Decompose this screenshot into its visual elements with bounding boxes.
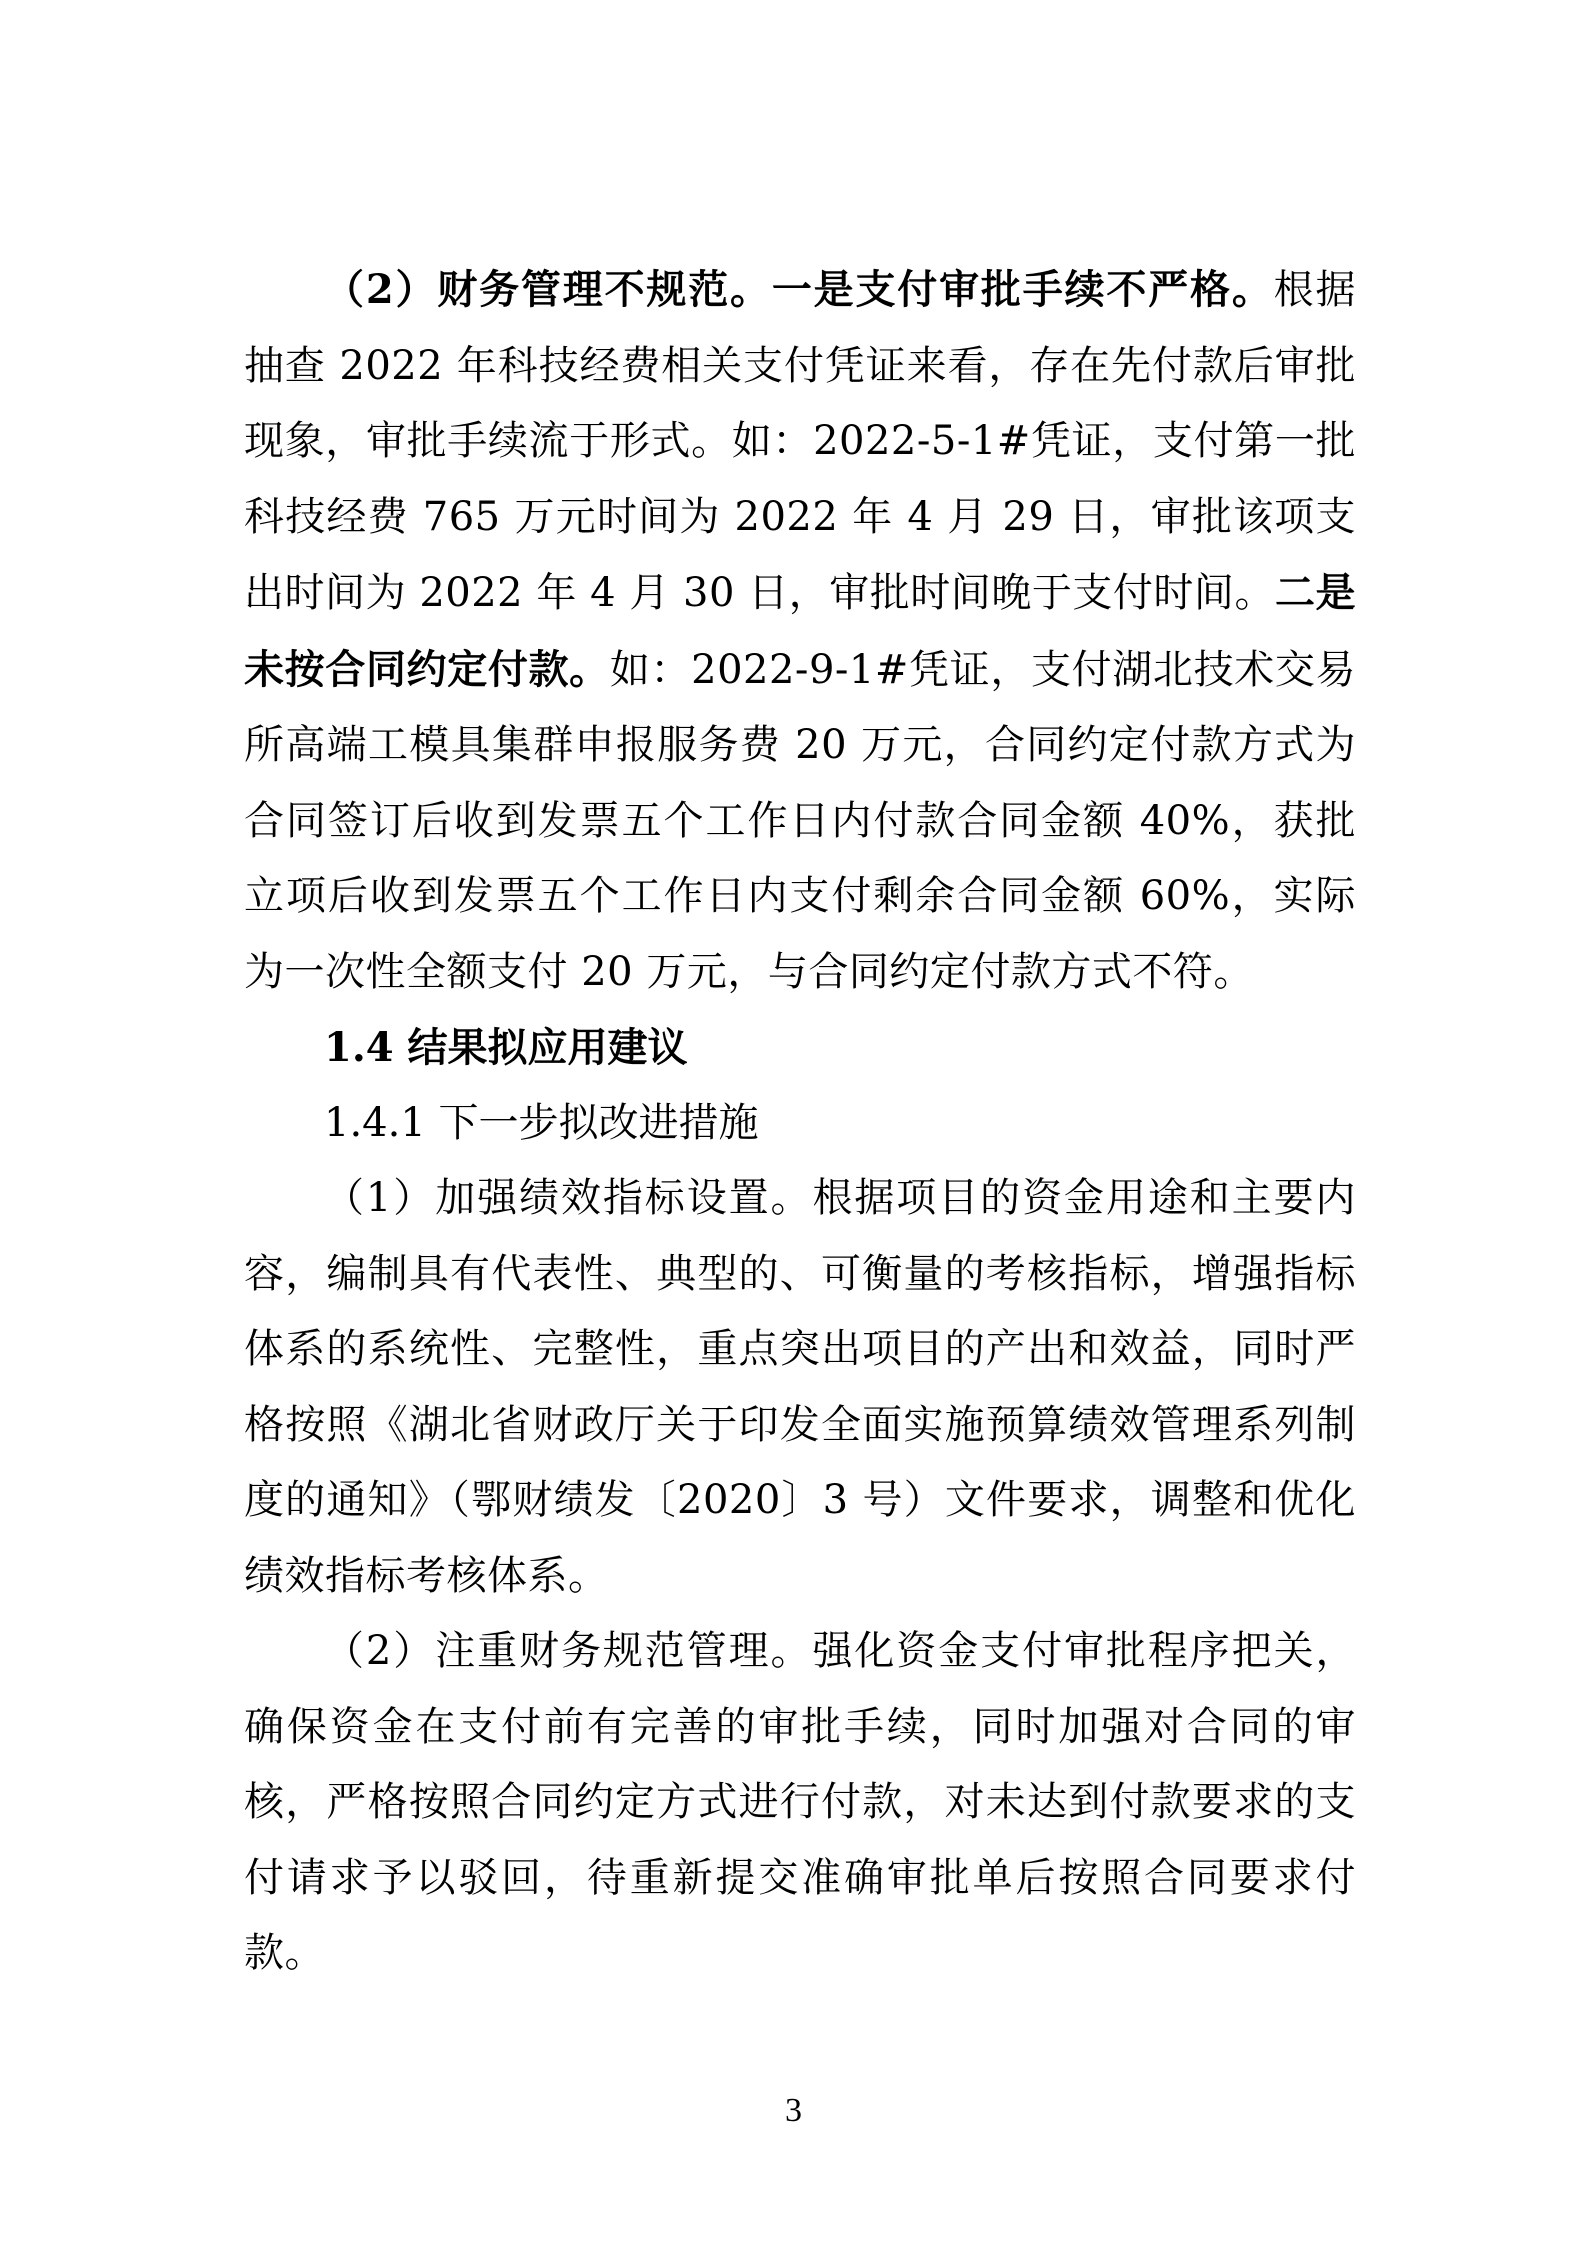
bold-lead-text: （2）财务管理不规范。一是支付审批手续不严格。 — [324, 266, 1274, 313]
page-number: 3 — [785, 2092, 802, 2129]
bold-mid-text: 二是未按合同约定付款。 — [244, 569, 1357, 693]
document-body — [244, 252, 1356, 1992]
body-text: 如：2022-9-1#凭证，支付湖北技术交易所高端工模具集群申报服务费 20 万元，合同约定付款方式为合同签订后收到发票五个工作日内付款合同金额 40%，获批立项后收到发票五个工作日内支付剩余合同金额 60%，实际为一次性全额支付 20 万元，与合同约定付款方式不符。 — [244, 646, 1357, 995]
section-heading-1-4: 1.4 结果拟应用建议 — [324, 1024, 688, 1071]
paragraph-financial-standard: （2）注重财务规范管理。强化资金支付审批程序把关，确保资金在支付前有完善的审批手续，同时加强对合同的审核，严格按照合同约定方式进行付款，对未达到付款要求的支付请求予以驳回，待重新提交准确审批单后按照合同要求付款。 — [244, 1628, 1356, 1976]
subsection-heading-1-4-1: 1.4.1 下一步拟改进措施 — [324, 1099, 759, 1146]
body-text: 根据抽查 2022 年科技经费相关支付凭证来看，存在先付款后审批现象，审批手续流于形式。如：2022-5-1#凭证，支付第一批科技经费 765 万元时间为 2022 年 4 月 29 日，审批该项支出时间为 2022 年 4 月 30 日，审批时间晚于支付时间。 — [244, 267, 1356, 616]
paragraph-indicator-setting: （1）加强绩效指标设置。根据项目的资金用途和主要内容，编制具有代表性、典型的、可衡量的考核指标，增强指标体系的系统性、完整性，重点突出项目的产出和效益，同时严格按照《湖北省财政厅关于印发全面实施预算绩效管理系列制度的通知》（鄂财绩发〔2020〕3 号）文件要求，调整和优化绩效指标考核体系。 — [244, 1175, 1356, 1599]
paragraph-financial-management — [244, 252, 1356, 1010]
